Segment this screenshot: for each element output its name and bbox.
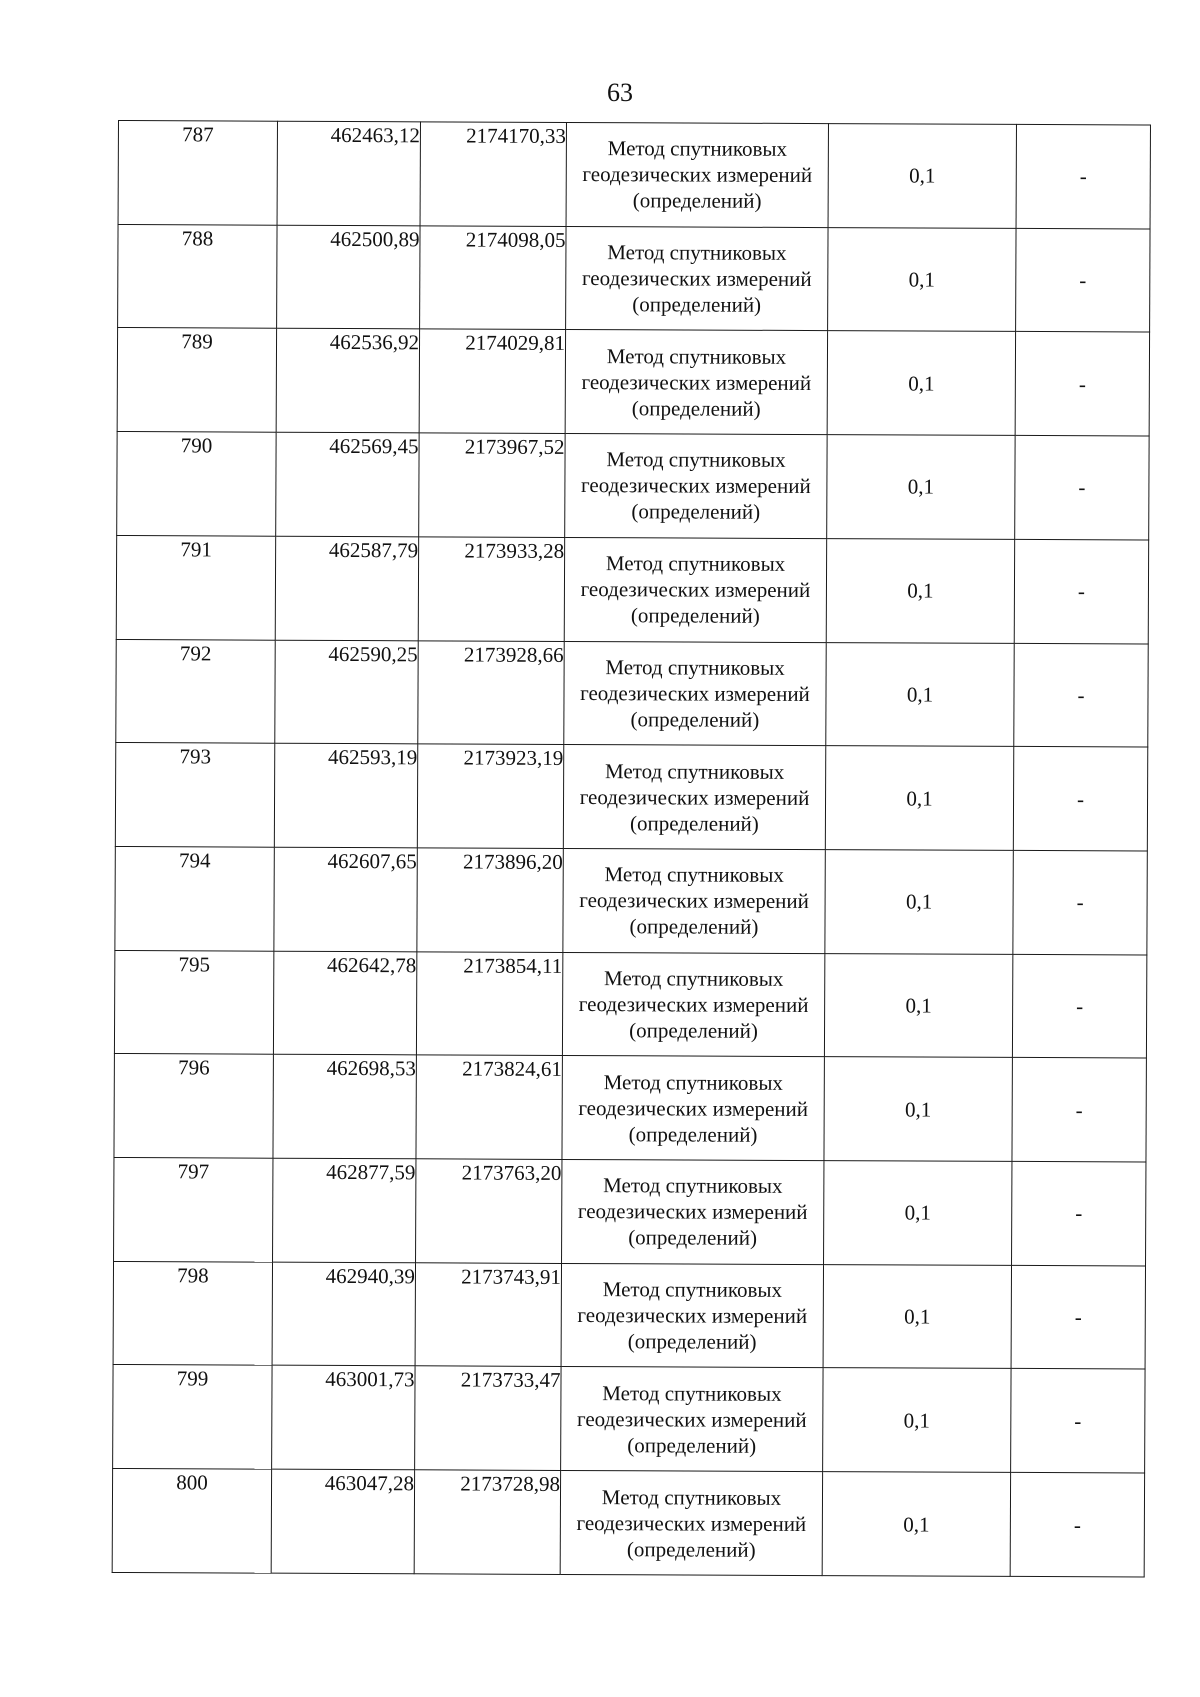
method-line: Метод спутниковых xyxy=(605,551,786,577)
method-line: (определений) xyxy=(632,292,762,317)
method-cell xyxy=(564,537,826,642)
x-coordinate-cell: 462642,78 xyxy=(273,951,416,1055)
coordinates-table xyxy=(112,120,1151,1577)
point-number-cell: 793 xyxy=(115,743,274,847)
point-number-cell: 797 xyxy=(114,1158,273,1262)
y-coordinate-cell: 2173743,91 xyxy=(415,1263,561,1367)
method-cell xyxy=(563,745,825,850)
x-coordinate-cell: 462463,12 xyxy=(277,121,420,225)
accuracy-cell: 0,1 xyxy=(828,227,1016,332)
method-line: (определений) xyxy=(627,1433,757,1458)
y-coordinate-cell: 2173733,47 xyxy=(415,1366,561,1470)
note-cell: - xyxy=(1016,228,1150,332)
method-line: (определений) xyxy=(629,1018,758,1043)
accuracy-cell: 0,1 xyxy=(827,435,1015,540)
method-line: Метод спутниковых xyxy=(601,1484,782,1510)
accuracy-cell: 0,1 xyxy=(824,1057,1012,1162)
method-line: (определений) xyxy=(626,1536,756,1562)
note-cell: - xyxy=(1015,332,1149,436)
table-row xyxy=(113,1365,1145,1473)
method-line: геодезических измерений xyxy=(581,266,812,292)
method-line: геодезических измерений xyxy=(578,991,809,1017)
accuracy-cell: 0,1 xyxy=(826,642,1014,747)
method-cell xyxy=(562,1056,824,1161)
note-cell: - xyxy=(1013,850,1147,954)
x-coordinate-cell: 462877,59 xyxy=(273,1158,416,1262)
method-line: Метод спутниковых xyxy=(603,1069,784,1095)
method-line: геодезических измерений xyxy=(577,1303,808,1329)
method-line: Метод спутниковых xyxy=(602,1380,782,1406)
table-row xyxy=(116,639,1148,747)
y-coordinate-cell: 2173933,28 xyxy=(418,537,564,641)
method-line: Метод спутниковых xyxy=(607,240,787,265)
accuracy-cell: 0,1 xyxy=(824,1161,1012,1266)
method-line: геодезических измерений xyxy=(579,888,809,914)
note-cell: - xyxy=(1010,1473,1144,1577)
y-coordinate-cell: 2174098,05 xyxy=(420,226,566,330)
point-number-cell: 795 xyxy=(114,950,273,1054)
method-line: (определений) xyxy=(632,188,762,214)
table-row xyxy=(113,1261,1145,1369)
method-line: геодезических измерений xyxy=(579,784,810,810)
method-cell xyxy=(565,330,827,435)
point-number-cell: 791 xyxy=(116,535,275,639)
method-line: (определений) xyxy=(629,914,759,940)
note-cell: - xyxy=(1012,1161,1146,1265)
table-row xyxy=(116,535,1148,643)
point-number-cell: 792 xyxy=(116,639,275,743)
table-row xyxy=(115,743,1147,851)
y-coordinate-cell: 2173824,61 xyxy=(416,1055,562,1159)
accuracy-cell: 0,1 xyxy=(827,331,1015,436)
accuracy-cell: 0,1 xyxy=(824,953,1012,1058)
method-line: Метод спутниковых xyxy=(603,1173,783,1199)
x-coordinate-cell: 462593,19 xyxy=(274,743,417,847)
method-line: геодезических измерений xyxy=(581,473,811,499)
table-row xyxy=(115,846,1147,954)
table-row xyxy=(117,328,1149,436)
table-row xyxy=(118,224,1150,332)
accuracy-cell: 0,1 xyxy=(823,1368,1011,1473)
y-coordinate-cell: 2173896,20 xyxy=(417,848,563,952)
point-number-cell: 788 xyxy=(118,224,277,328)
y-coordinate-cell: 2173728,98 xyxy=(414,1470,560,1574)
table-row xyxy=(118,121,1150,229)
y-coordinate-cell: 2173928,66 xyxy=(418,640,564,744)
x-coordinate-cell: 462569,45 xyxy=(276,432,419,536)
method-line: Метод спутниковых xyxy=(606,343,787,369)
point-number-cell: 787 xyxy=(118,121,277,225)
method-line: (определений) xyxy=(630,707,760,732)
method-cell xyxy=(562,1159,824,1264)
point-number-cell: 796 xyxy=(114,1054,273,1158)
method-cell xyxy=(566,226,828,331)
note-cell: - xyxy=(1016,124,1150,228)
y-coordinate-cell: 2173763,20 xyxy=(416,1159,562,1263)
accuracy-cell: 0,1 xyxy=(828,124,1016,229)
method-line: Метод спутниковых xyxy=(606,447,786,473)
method-line: Метод спутниковых xyxy=(607,136,788,162)
table-row xyxy=(114,1158,1146,1266)
method-line: геодезических измерений xyxy=(576,1510,807,1536)
x-coordinate-cell: 462607,65 xyxy=(274,847,417,951)
method-line: (определений) xyxy=(629,810,759,836)
table-body xyxy=(112,121,1150,1577)
method-cell xyxy=(564,641,826,746)
method-line: Метод спутниковых xyxy=(604,862,784,888)
method-cell xyxy=(562,952,824,1057)
method-line: Метод спутниковых xyxy=(604,966,784,991)
method-line: геодезических измерений xyxy=(580,577,811,603)
x-coordinate-cell: 462587,79 xyxy=(275,536,418,640)
note-cell: - xyxy=(1015,436,1149,540)
x-coordinate-cell: 463047,28 xyxy=(271,1469,414,1573)
point-number-cell: 798 xyxy=(113,1261,272,1365)
method-line: (определений) xyxy=(631,499,761,525)
method-line: геодезических измерений xyxy=(578,1095,809,1121)
accuracy-cell: 0,1 xyxy=(825,746,1013,851)
point-number-cell: 799 xyxy=(113,1365,272,1469)
method-line: (определений) xyxy=(630,603,760,628)
note-cell: - xyxy=(1011,1265,1145,1369)
y-coordinate-cell: 2174170,33 xyxy=(420,122,566,226)
x-coordinate-cell: 462698,53 xyxy=(273,1055,416,1159)
y-coordinate-cell: 2173967,52 xyxy=(419,433,565,537)
method-line: геодезических измерений xyxy=(580,680,810,706)
point-number-cell: 794 xyxy=(115,846,274,950)
method-cell xyxy=(561,1263,823,1368)
accuracy-cell: 0,1 xyxy=(823,1264,1011,1369)
y-coordinate-cell: 2173854,11 xyxy=(416,951,562,1055)
method-line: (определений) xyxy=(628,1225,758,1251)
x-coordinate-cell: 463001,73 xyxy=(272,1366,415,1470)
method-cell xyxy=(563,848,825,953)
method-cell xyxy=(566,122,828,227)
x-coordinate-cell: 462500,89 xyxy=(277,225,420,329)
y-coordinate-cell: 2174029,81 xyxy=(419,329,565,433)
note-cell: - xyxy=(1012,1058,1146,1162)
method-cell xyxy=(560,1471,822,1576)
method-line: Метод спутниковых xyxy=(605,654,785,680)
y-coordinate-cell: 2173923,19 xyxy=(417,744,563,848)
point-number-cell: 789 xyxy=(117,328,276,432)
method-line: Метод спутниковых xyxy=(602,1277,783,1302)
note-cell: - xyxy=(1012,954,1146,1058)
note-cell: - xyxy=(1011,1369,1145,1473)
method-cell xyxy=(561,1367,823,1472)
method-line: (определений) xyxy=(628,1121,758,1147)
accuracy-cell: 0,1 xyxy=(822,1472,1010,1577)
page-number: 63 xyxy=(607,78,633,107)
table-row xyxy=(114,1054,1146,1162)
accuracy-cell: 0,1 xyxy=(826,538,1014,643)
method-line: геодезических измерений xyxy=(576,1406,807,1432)
x-coordinate-cell: 462536,92 xyxy=(276,329,419,433)
x-coordinate-cell: 462590,25 xyxy=(275,640,418,744)
method-line: геодезических измерений xyxy=(577,1199,808,1225)
note-cell: - xyxy=(1014,643,1148,747)
method-line: Метод спутниковых xyxy=(604,758,785,784)
point-number-cell: 800 xyxy=(112,1469,271,1574)
note-cell: - xyxy=(1013,747,1147,851)
table-row xyxy=(112,1469,1144,1577)
table-row xyxy=(117,432,1149,540)
method-line: геодезических измерений xyxy=(582,162,813,188)
note-cell: - xyxy=(1014,539,1148,643)
method-line: (определений) xyxy=(627,1329,757,1354)
method-cell xyxy=(565,434,827,539)
x-coordinate-cell: 462940,39 xyxy=(272,1262,415,1366)
accuracy-cell: 0,1 xyxy=(825,850,1013,955)
method-line: геодезических измерений xyxy=(581,369,812,395)
method-line: (определений) xyxy=(631,395,761,421)
table-row xyxy=(114,950,1146,1058)
point-number-cell: 790 xyxy=(117,432,276,536)
